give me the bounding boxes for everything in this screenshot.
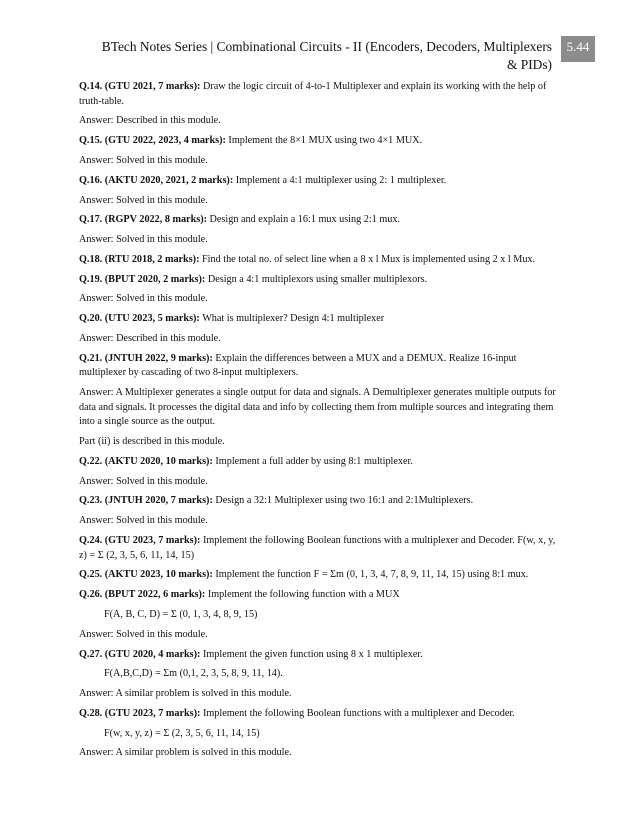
question-item xyxy=(79,494,564,509)
question-text: Design and explain a 16:1 mux using 2:1 mux. xyxy=(207,214,400,226)
answer-text: Answer: A similar problem is solved in this module. xyxy=(79,747,292,759)
question-item xyxy=(79,213,564,228)
question-item xyxy=(79,174,564,189)
running-header: BTech Notes Series | Combinational Circuits - II (Encoders, Decoders, Multiplexers & PIDs) xyxy=(101,39,552,72)
answer-text: Answer: Solved in this module. xyxy=(79,154,208,166)
question-text: Design a 4:1 multiplexors using smaller multiplexors. xyxy=(205,273,428,285)
question-item xyxy=(79,80,564,109)
question-item xyxy=(79,588,564,603)
question-item xyxy=(79,352,564,381)
question-label: Q.25. (AKTU 2023, 10 marks): xyxy=(79,569,213,581)
function-expression: F(w, x, y, z) = Σ (2, 3, 5, 6, 11, 14, 15) xyxy=(104,727,260,739)
answer-text: Part (ii) is described in this module. xyxy=(79,436,225,448)
question-item xyxy=(79,273,564,288)
question-label: Q.22. (AKTU 2020, 10 marks): xyxy=(79,455,213,467)
question-text: Implement a full adder by using 8:1 multiplexer. xyxy=(212,455,413,467)
question-label: Q.26. (BPUT 2022, 6 marks): xyxy=(79,589,206,601)
question-label: Q.23. (JNTUH 2020, 7 marks): xyxy=(79,495,213,507)
question-label: Q.21. (JNTUH 2022, 9 marks): xyxy=(79,352,213,364)
question-label: Q.19. (BPUT 2020, 2 marks): xyxy=(79,273,206,285)
question-item xyxy=(79,568,564,583)
answer-text: Answer: A similar problem is solved in this module. xyxy=(79,688,292,700)
answer-text: Answer: Solved in this module. xyxy=(79,293,208,305)
question-item xyxy=(79,455,564,470)
question-text: Implement the following Boolean functions with a multiplexer and Decoder. xyxy=(200,707,515,719)
answer-text: Answer: Solved in this module. xyxy=(79,194,208,206)
question-text: Draw the logic circuit of 4-to-1 Multiplexer and explain its working with the help of truth-table. xyxy=(79,81,547,107)
answer-text: Answer: Solved in this module. xyxy=(79,628,208,640)
question-text: Implement the following function with a MUX xyxy=(205,589,400,601)
question-item xyxy=(79,534,564,563)
answer-text: Answer: A Multiplexer generates a single output for data and signals. A Demultiplexer generates multiple outputs for data and signals. It processes the digital data and info by collecting them from multiple sources and integrating them into a single source as the output. xyxy=(79,387,556,428)
question-text: Find the total no. of select line when a 8 x l Mux is implemented using 2 x l Mux. xyxy=(199,253,536,265)
page-number-badge: 5.44 xyxy=(561,36,595,62)
answer-text: Answer: Solved in this module. xyxy=(79,515,208,527)
question-label: Q.16. (AKTU 2020, 2021, 2 marks): xyxy=(79,174,234,186)
function-expression: F(A, B, C, D) = Σ (0, 1, 3, 4, 8, 9, 15) xyxy=(104,608,258,620)
question-item xyxy=(79,253,564,268)
question-label: Q.15. (GTU 2022, 2023, 4 marks): xyxy=(79,135,226,147)
answer-text: Answer: Described in this module. xyxy=(79,332,221,344)
question-label: Q.20. (UTU 2023, 5 marks): xyxy=(79,313,200,325)
question-text: Implement the function F = Σm (0, 1, 3, 4, 7, 8, 9, 11, 14, 15) using 8:1 mux. xyxy=(212,569,529,581)
question-label: Q.27. (GTU 2020, 4 marks): xyxy=(79,648,201,660)
question-list xyxy=(79,80,564,766)
question-item xyxy=(79,312,564,327)
question-label: Q.28. (GTU 2023, 7 marks): xyxy=(79,707,201,719)
question-text: Implement the 8×1 MUX using two 4×1 MUX. xyxy=(225,135,423,147)
answer-text: Answer: Solved in this module. xyxy=(79,475,208,487)
question-text: Implement the following Boolean functions with a multiplexer and Decoder. F(w, x, y, z) = Σ (2, 3, 5, 6, 11, 14, 15) xyxy=(79,535,556,561)
question-item xyxy=(79,648,564,663)
question-text: Implement the given function using 8 x 1 multiplexer. xyxy=(200,648,423,660)
question-text: What is multiplexer? Design 4:1 multiplexer xyxy=(199,313,385,325)
question-text: Implement a 4:1 multiplexer using 2: 1 multiplexer. xyxy=(233,174,447,186)
question-label: Q.24. (GTU 2023, 7 marks): xyxy=(79,535,201,546)
question-label: Q.14. (GTU 2021, 7 marks): xyxy=(79,81,201,92)
question-item xyxy=(79,707,564,722)
question-text: Design a 32:1 Multiplexer using two 16:1 and 2:1Multiplexers. xyxy=(212,495,474,507)
answer-text: Answer: Solved in this module. xyxy=(79,234,208,246)
function-expression: F(A,B,C,D) = Σm (0,1, 2, 3, 5, 8, 9, 11, 14). xyxy=(104,668,283,680)
question-text: Explain the differences between a MUX and a DEMUX. Realize 16-input multiplexer by cascading of two 8-input multiplexers. xyxy=(79,352,517,379)
question-label: Q.18. (RTU 2018, 2 marks): xyxy=(79,253,200,265)
answer-text: Answer: Described in this module. xyxy=(79,115,221,127)
question-label: Q.17. (RGPV 2022, 8 marks): xyxy=(79,214,207,226)
question-item xyxy=(79,134,564,149)
